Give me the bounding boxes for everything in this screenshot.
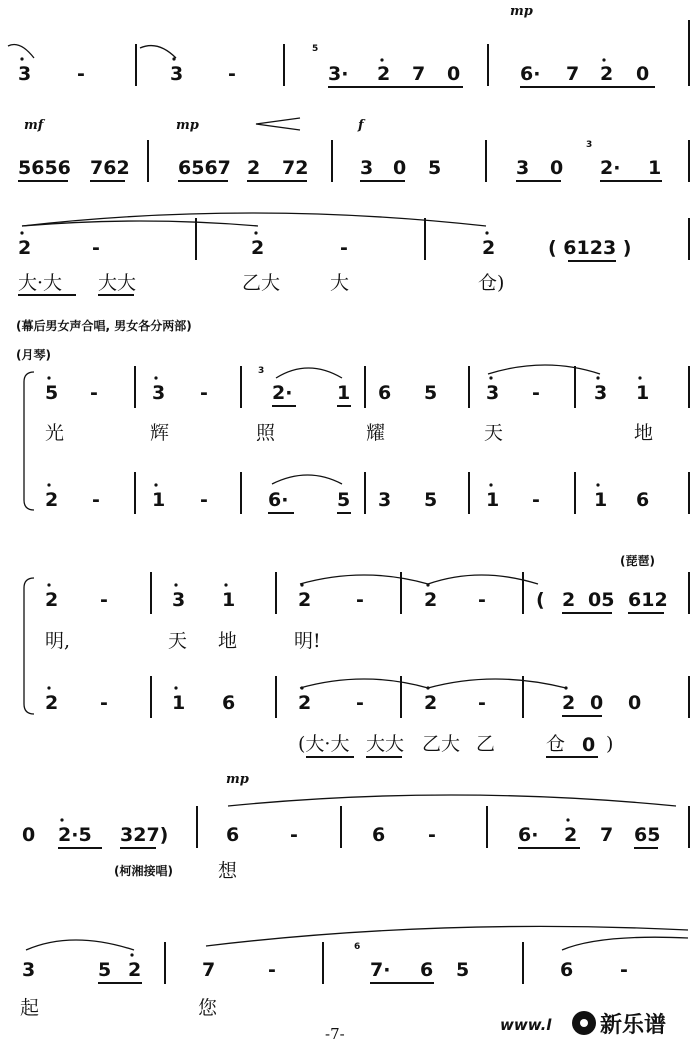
note: 5 — [424, 489, 438, 511]
note: 2 — [482, 237, 496, 259]
barline — [195, 218, 197, 260]
slur — [228, 795, 676, 806]
note-group: 05 — [588, 589, 615, 611]
note: - — [228, 63, 236, 85]
note: 6 — [636, 489, 650, 511]
note: 3 — [170, 63, 184, 85]
dynamic-mp: mp — [226, 772, 249, 787]
barline — [688, 366, 690, 408]
note: - — [200, 489, 208, 511]
note: 6· — [520, 63, 541, 85]
lyric: 地 — [218, 630, 238, 652]
note-group: 5656 — [18, 157, 71, 179]
barline — [134, 472, 136, 514]
note: 5 — [98, 959, 112, 981]
percussion-text: 大大 — [366, 733, 405, 755]
lyric: 您 — [198, 997, 218, 1019]
percussion-text: 乙大 — [422, 733, 461, 755]
note: - — [200, 382, 208, 404]
barline — [340, 806, 342, 848]
beam — [247, 180, 307, 182]
slur — [428, 679, 566, 688]
singer-label: (柯湘接唱) — [114, 864, 173, 878]
note: 6 — [222, 692, 236, 714]
slur — [272, 475, 342, 484]
note: 2 — [562, 589, 576, 611]
note: - — [268, 959, 276, 981]
slur — [8, 45, 34, 59]
barline — [164, 942, 166, 984]
slur — [300, 679, 428, 688]
barline — [424, 218, 426, 260]
note: 3 — [516, 157, 530, 179]
note: - — [92, 237, 100, 259]
barline — [364, 366, 366, 408]
lyric: 耀 — [366, 422, 386, 444]
percussion-text: 大·大 — [18, 272, 63, 294]
note-group: 762 — [90, 157, 130, 179]
beam — [516, 180, 561, 182]
beam — [546, 756, 598, 758]
lyric: 地 — [634, 422, 654, 444]
beam — [178, 180, 228, 182]
note-group: ( 6123 ) — [548, 237, 632, 259]
note: 6 — [226, 824, 240, 846]
note: 2 — [600, 63, 614, 85]
note: 5 — [424, 382, 438, 404]
note: 1 — [172, 692, 186, 714]
note: 2 — [424, 589, 438, 611]
note: - — [532, 382, 540, 404]
note: 5 — [337, 489, 351, 511]
percussion-text: 大大 — [98, 272, 137, 294]
note: 2 — [128, 959, 142, 981]
note: - — [100, 589, 108, 611]
note: 3 — [18, 63, 32, 85]
note: - — [77, 63, 85, 85]
percussion-text: 乙大 — [242, 272, 281, 294]
note: 7 — [566, 63, 580, 85]
barline — [487, 44, 489, 86]
note: 3· — [328, 63, 349, 85]
barline — [150, 676, 152, 718]
percussion-text: 大 — [330, 272, 350, 294]
beam — [518, 847, 580, 849]
barline — [150, 572, 152, 614]
dynamic-f: f — [358, 118, 364, 133]
barline — [147, 140, 149, 182]
lyric: 照 — [256, 422, 276, 444]
note-group: 65 — [634, 824, 661, 846]
system-bracket — [24, 372, 34, 510]
barline — [688, 20, 690, 86]
barline — [134, 366, 136, 408]
barline — [275, 572, 277, 614]
note: 1 — [337, 382, 351, 404]
note: - — [428, 824, 436, 846]
watermark-url: www.l — [500, 1016, 552, 1034]
grace-note: 5 — [312, 44, 319, 54]
note: 0 — [393, 157, 407, 179]
note: - — [90, 382, 98, 404]
percussion-text: 乙 — [476, 733, 496, 755]
note: 0 — [628, 692, 642, 714]
slur — [300, 575, 428, 584]
note: 3 — [360, 157, 374, 179]
note: 3 — [486, 382, 500, 404]
note: - — [340, 237, 348, 259]
note: 3 — [594, 382, 608, 404]
note: 1 — [636, 382, 650, 404]
dynamic-mp: mp — [176, 118, 199, 133]
beam — [120, 847, 156, 849]
barline — [574, 366, 576, 408]
beam — [58, 847, 102, 849]
note: ( — [536, 589, 545, 611]
percussion-text: (大·大 — [298, 733, 350, 755]
barline — [522, 676, 524, 718]
barline — [486, 806, 488, 848]
note: - — [478, 589, 486, 611]
note: 6 — [420, 959, 434, 981]
note: 5 — [428, 157, 442, 179]
watermark-brand: 新乐谱 — [600, 1013, 667, 1038]
slur — [140, 46, 176, 58]
note: 7 — [412, 63, 426, 85]
slur — [206, 926, 688, 946]
barline — [574, 472, 576, 514]
note: 6 — [372, 824, 386, 846]
beam — [18, 294, 76, 296]
lyric: 天 — [168, 630, 188, 652]
note: - — [478, 692, 486, 714]
beam — [18, 180, 68, 182]
beam — [600, 180, 662, 182]
note: 6 — [378, 382, 392, 404]
note: 1 — [594, 489, 608, 511]
note: 2 — [251, 237, 265, 259]
percussion-text: 0 — [582, 734, 596, 756]
beam — [337, 512, 351, 514]
barline — [688, 472, 690, 514]
note: 5 — [45, 382, 59, 404]
note: 7 — [202, 959, 216, 981]
dynamic-mp: mp — [510, 4, 533, 19]
note: 2 — [298, 692, 312, 714]
beam — [90, 180, 125, 182]
note: 7 — [600, 824, 614, 846]
barline — [688, 806, 690, 848]
note-group: 6567 — [178, 157, 231, 179]
note: 2 — [45, 489, 59, 511]
note: 6· — [518, 824, 539, 846]
slur — [26, 940, 134, 950]
note: 2 — [424, 692, 438, 714]
crescendo-hairpin — [256, 118, 300, 130]
barline — [688, 572, 690, 614]
note: 3 — [378, 489, 392, 511]
grace-note: 3 — [258, 366, 265, 376]
note: 2· — [600, 157, 621, 179]
note: - — [356, 692, 364, 714]
note: 6· — [268, 489, 289, 511]
note-group: 72 — [282, 157, 309, 179]
performance-instruction: (幕后男女声合唱, 男女各分两部) — [16, 319, 192, 333]
note: - — [100, 692, 108, 714]
note: 2 — [377, 63, 391, 85]
note: 2 — [564, 824, 578, 846]
note: 2· — [272, 382, 293, 404]
barline — [135, 44, 137, 86]
beam — [337, 405, 351, 407]
barline — [322, 942, 324, 984]
note: 2 — [45, 692, 59, 714]
beam — [370, 982, 434, 984]
note: - — [290, 824, 298, 846]
beam — [562, 715, 602, 717]
page-number: -7- — [325, 1025, 345, 1043]
barline — [400, 676, 402, 718]
beam — [98, 294, 134, 296]
note: 3 — [22, 959, 36, 981]
note: 5 — [456, 959, 470, 981]
barline — [331, 140, 333, 182]
barline — [400, 572, 402, 614]
note: 2 — [45, 589, 59, 611]
barline — [522, 942, 524, 984]
slur — [562, 937, 688, 950]
note: - — [92, 489, 100, 511]
barline — [275, 676, 277, 718]
lyric: 起 — [20, 997, 40, 1019]
note: - — [620, 959, 628, 981]
note: - — [356, 589, 364, 611]
note: 1 — [486, 489, 500, 511]
note: 3 — [172, 589, 186, 611]
beam — [366, 756, 402, 758]
slur — [488, 365, 600, 374]
beam — [306, 756, 354, 758]
note: 6 — [560, 959, 574, 981]
note: 0 — [590, 692, 604, 714]
barline — [364, 472, 366, 514]
record-icon — [572, 1011, 596, 1035]
note: 2 — [562, 692, 576, 714]
note: 0 — [636, 63, 650, 85]
barline — [688, 140, 690, 182]
lyric: 天 — [484, 422, 504, 444]
lyric: 明! — [294, 630, 321, 652]
barline — [196, 806, 198, 848]
note: 1 — [222, 589, 236, 611]
note-group: 2·5 — [58, 824, 92, 846]
grace-note: 3 — [586, 140, 593, 150]
barline — [522, 572, 524, 614]
note: 3 — [152, 382, 166, 404]
barline — [485, 140, 487, 182]
beam — [568, 260, 616, 262]
barline — [468, 472, 470, 514]
beam — [634, 847, 658, 849]
barline — [283, 44, 285, 86]
beam — [268, 512, 294, 514]
system-bracket — [24, 578, 34, 714]
note: 2 — [18, 237, 32, 259]
slur — [276, 368, 342, 378]
beam — [562, 612, 612, 614]
percussion-text: 仓) — [478, 272, 505, 294]
note: 0 — [22, 824, 36, 846]
dynamic-mf: mf — [24, 118, 44, 133]
beam — [98, 982, 142, 984]
beam — [272, 405, 296, 407]
barline — [468, 366, 470, 408]
slur — [22, 221, 258, 226]
note: 7· — [370, 959, 391, 981]
slur — [22, 213, 486, 226]
lyric: 辉 — [150, 422, 170, 444]
barline — [240, 366, 242, 408]
percussion-text: 仓 — [546, 733, 566, 755]
beam — [360, 180, 405, 182]
beam — [520, 86, 655, 88]
note: 2 — [247, 157, 261, 179]
note: 0 — [550, 157, 564, 179]
instrument-label: (琵琶) — [620, 554, 655, 568]
note: - — [532, 489, 540, 511]
note-group: 327) — [120, 824, 169, 846]
note: 1 — [152, 489, 166, 511]
barline — [240, 472, 242, 514]
instrument-label: (月琴) — [16, 348, 51, 362]
barline — [688, 676, 690, 718]
beam — [628, 612, 664, 614]
note-group: 612 — [628, 589, 668, 611]
barline — [688, 218, 690, 260]
grace-note: 6 — [354, 942, 361, 952]
note: 0 — [447, 63, 461, 85]
percussion-text: ) — [606, 733, 614, 755]
note: 1 — [648, 157, 662, 179]
lyric: 光 — [45, 422, 65, 444]
note: 2 — [298, 589, 312, 611]
lyric: 想 — [218, 860, 238, 882]
beam — [328, 86, 463, 88]
lyric: 明, — [45, 630, 71, 652]
